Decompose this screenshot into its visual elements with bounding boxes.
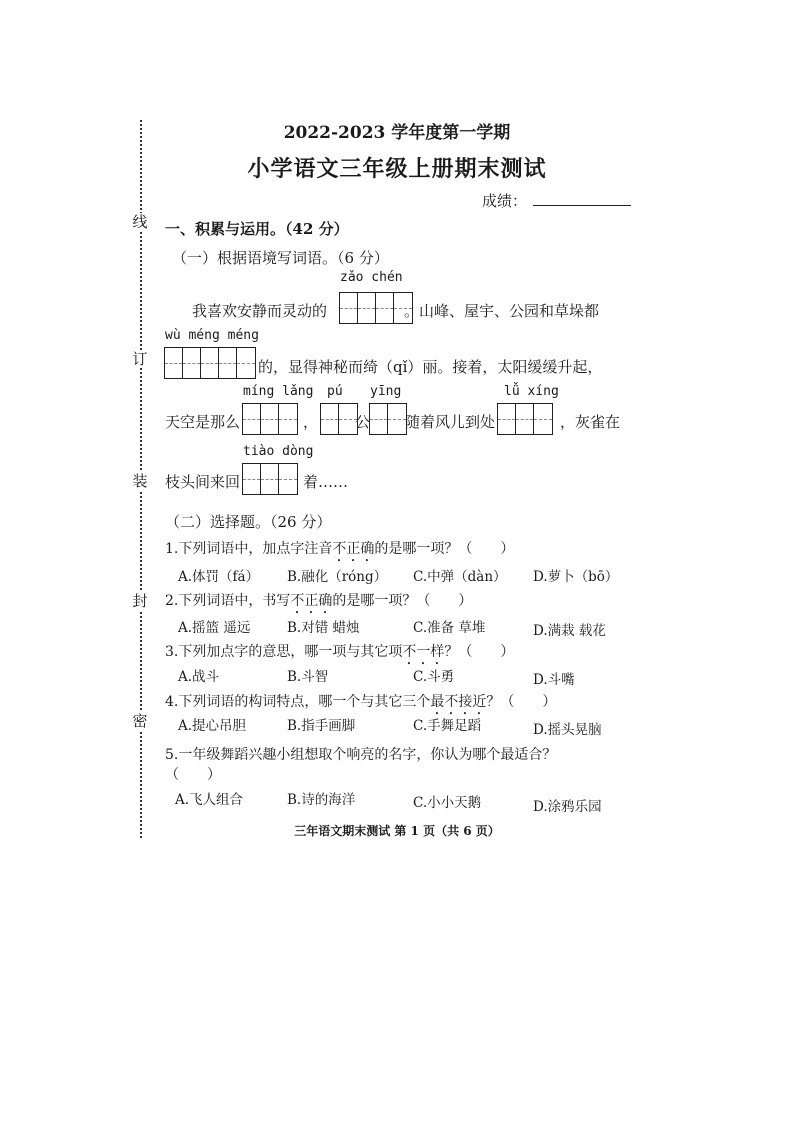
binding-char: 封 [132, 592, 148, 610]
question-5-answer-bracket[interactable]: （ ） [165, 767, 221, 783]
passage-text: 枝头间来回 [165, 473, 241, 491]
pinyin-minglang: míng lǎng [243, 384, 314, 399]
binding-char: 装 [132, 472, 148, 490]
pinyin-wumengmeng: wù méng méng [165, 328, 259, 343]
answer-grid-ying[interactable] [369, 403, 407, 435]
answer-grid-lvxing[interactable] [497, 403, 553, 435]
option-c[interactable]: C.手舞足蹈 [413, 718, 482, 734]
option-b[interactable]: B.斗智 [287, 669, 329, 685]
binding-char: 线 [132, 213, 148, 231]
binding-char: 密 [132, 712, 148, 730]
passage-text: 天空是那么 [165, 413, 241, 431]
answer-grid-tiaodong[interactable] [242, 463, 298, 495]
option-c[interactable]: C.准备 草堆 [413, 620, 486, 636]
pinyin-lvxing: lǚ xíng [504, 384, 559, 399]
option-d[interactable]: D.摇头晃脑 [533, 722, 602, 738]
part-title: （一）根据语境写词语。（6 分） [172, 249, 389, 267]
score-label: 成绩： [482, 192, 528, 210]
pinyin-pu: pú [327, 384, 343, 399]
page-footer: 三年语文期末测试 第 1 页（共 6 页） [294, 824, 500, 838]
answer-grid-minglang[interactable] [242, 403, 298, 435]
answer-grid-wumengmeng[interactable] [164, 347, 256, 379]
option-d[interactable]: D.涂鸦乐园 [533, 799, 602, 815]
passage-text: 公 [355, 413, 371, 431]
question-5: 5.一年级舞蹈兴趣小组想取个响亮的名字，你认为哪个最适合？ [165, 747, 557, 763]
passage-text: 着…… [303, 473, 349, 491]
part-title: （二）选择题。（26 分） [165, 513, 332, 531]
section-title: 一、积累与运用。（42 分） [165, 220, 349, 238]
option-b[interactable]: B.对错 蜡烛 [287, 620, 360, 636]
pinyin-ying: yīng [370, 384, 402, 399]
option-a[interactable]: A.提心吊胆 [178, 718, 247, 734]
question-3: 3.下列加点字的意思，哪一项与其它项不一样？（ ） [165, 644, 515, 660]
option-a[interactable]: A.体罚（fá） [178, 569, 260, 585]
exam-title: 小学语文三年级上册期末测试 [247, 156, 547, 182]
pinyin-zaochen: zǎo chén [340, 270, 403, 285]
option-b[interactable]: B.指手画脚 [287, 718, 356, 734]
option-c[interactable]: C.小小天鹅 [413, 795, 482, 811]
passage-text: 的，显得神秘而绮（qǐ）丽。接着，太阳缓缓升起， [258, 358, 603, 376]
score-blank[interactable] [533, 205, 631, 206]
option-d[interactable]: D.斗嘴 [533, 672, 575, 688]
option-c[interactable]: C.斗勇 [413, 669, 455, 685]
passage-text: 。山峰、屋宇、公园和草垛都 [404, 302, 600, 320]
option-a[interactable]: A.战斗 [178, 669, 220, 685]
option-b[interactable]: B.诗的海洋 [287, 792, 356, 808]
exam-year-title: 2022-2023 学年度第一学期 [283, 123, 511, 143]
binding-char: 订 [132, 350, 148, 368]
question-4: 4.下列词语的构词特点，哪一个与其它三个最不接近？（ ） [165, 694, 557, 710]
answer-grid-zaochen[interactable] [339, 292, 413, 324]
passage-text: ，灰雀在 [560, 413, 621, 431]
answer-grid-pu[interactable] [320, 403, 358, 435]
option-c[interactable]: C.中弹（dàn） [413, 569, 507, 585]
question-1: 1.下列词语中，加点字注音不正确的是哪一项？（ ） [165, 541, 515, 557]
option-d[interactable]: D.萝卜（bō） [533, 569, 619, 585]
passage-text: 我喜欢安静而灵动的 [192, 302, 328, 320]
question-2: 2.下列词语中，书写不正确的是哪一项？（ ） [165, 593, 473, 609]
passage-text: 随着风儿到处 [405, 413, 496, 431]
pinyin-tiaodong: tiào dòng [243, 444, 314, 459]
option-a[interactable]: A.摇篮 遥远 [178, 620, 251, 636]
option-b[interactable]: B.融化（róng） [287, 569, 388, 585]
option-d[interactable]: D.满栽 载花 [533, 623, 606, 639]
passage-text: ， [303, 413, 319, 431]
option-a[interactable]: A.飞人组合 [175, 792, 244, 808]
